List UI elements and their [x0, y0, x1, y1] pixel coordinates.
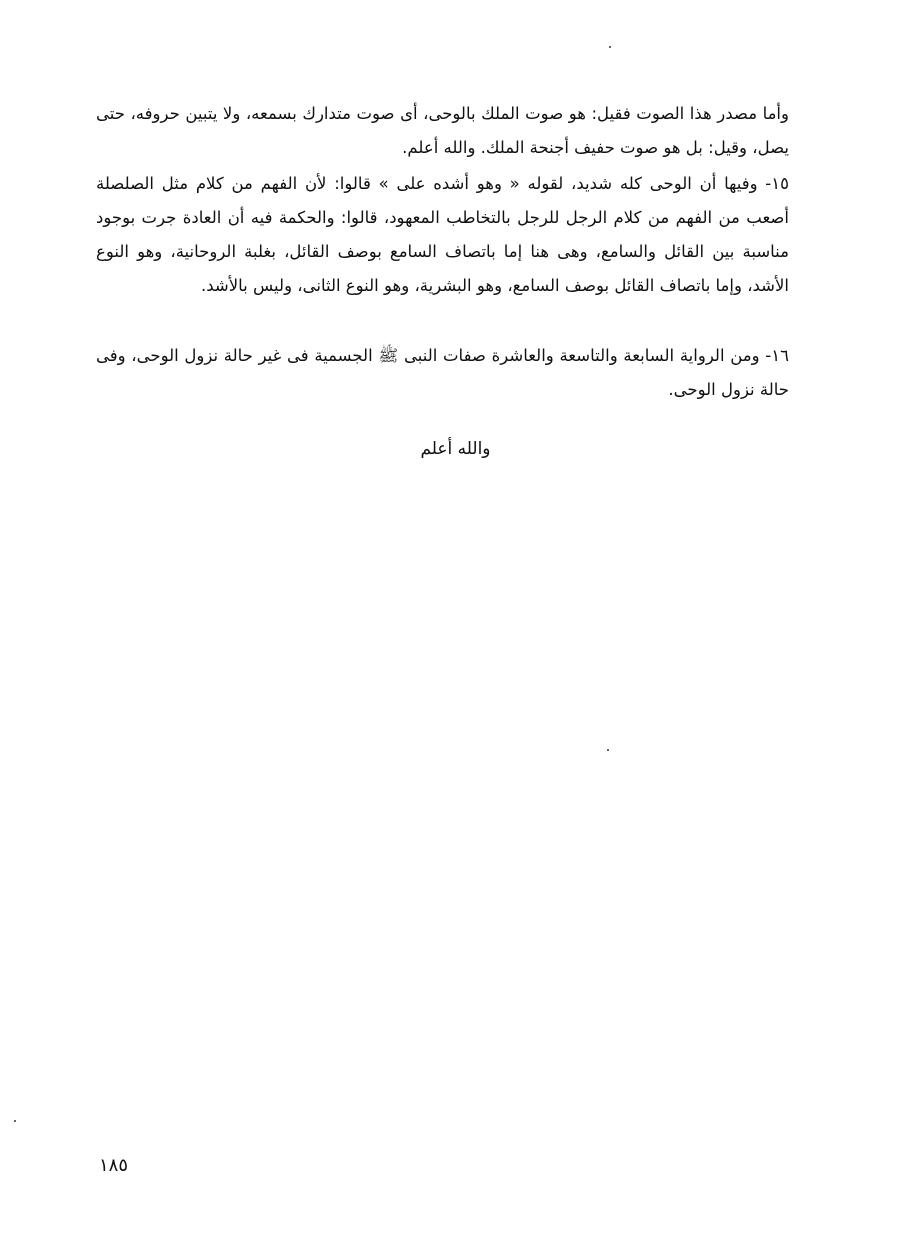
paragraph-15: ١٥- وفيها أن الوحى كله شديد، لقوله « وهو أشده على » قالوا: لأن الفهم من كلام مثل الصلصلة أصعب من الفهم من كلام الرجل للرجل بالتخاطب المعهود، قالوا: والحكمة فيه أن العادة جرت بوجود مناسبة بين القائل والسامع، وهى هنا إما باتصاف السامع بوصف القائل، بغلبة الروحانية، وهو النوع الأشد، وإما باتصاف القائل بوصف السامع، وهو البشرية، وهو النوع الثانى، وليس بالأشد. — [96, 173, 789, 295]
closing-phrase: والله أعلم — [420, 439, 491, 459]
paragraph-intro: وأما مصدر هذا الصوت فقيل: هو صوت الملك بالوحى، أى صوت متدارك بسمعه، ولا يتبين حروفه، حتى يصل، وقيل: بل هو صوت حفيف أجنحة الملك. والله أعلم. — [96, 103, 789, 157]
scan-speck — [609, 46, 611, 48]
scan-speck — [607, 749, 609, 751]
scan-speck — [14, 1120, 16, 1122]
page-number: ١٨٥ — [99, 1155, 129, 1176]
paragraph-16: ١٦- ومن الرواية السابعة والتاسعة والعاشرة صفات النبى ﷺ الجسمية فى غير حالة نزول الوحى، وفى حالة نزول الوحى. — [96, 345, 789, 399]
